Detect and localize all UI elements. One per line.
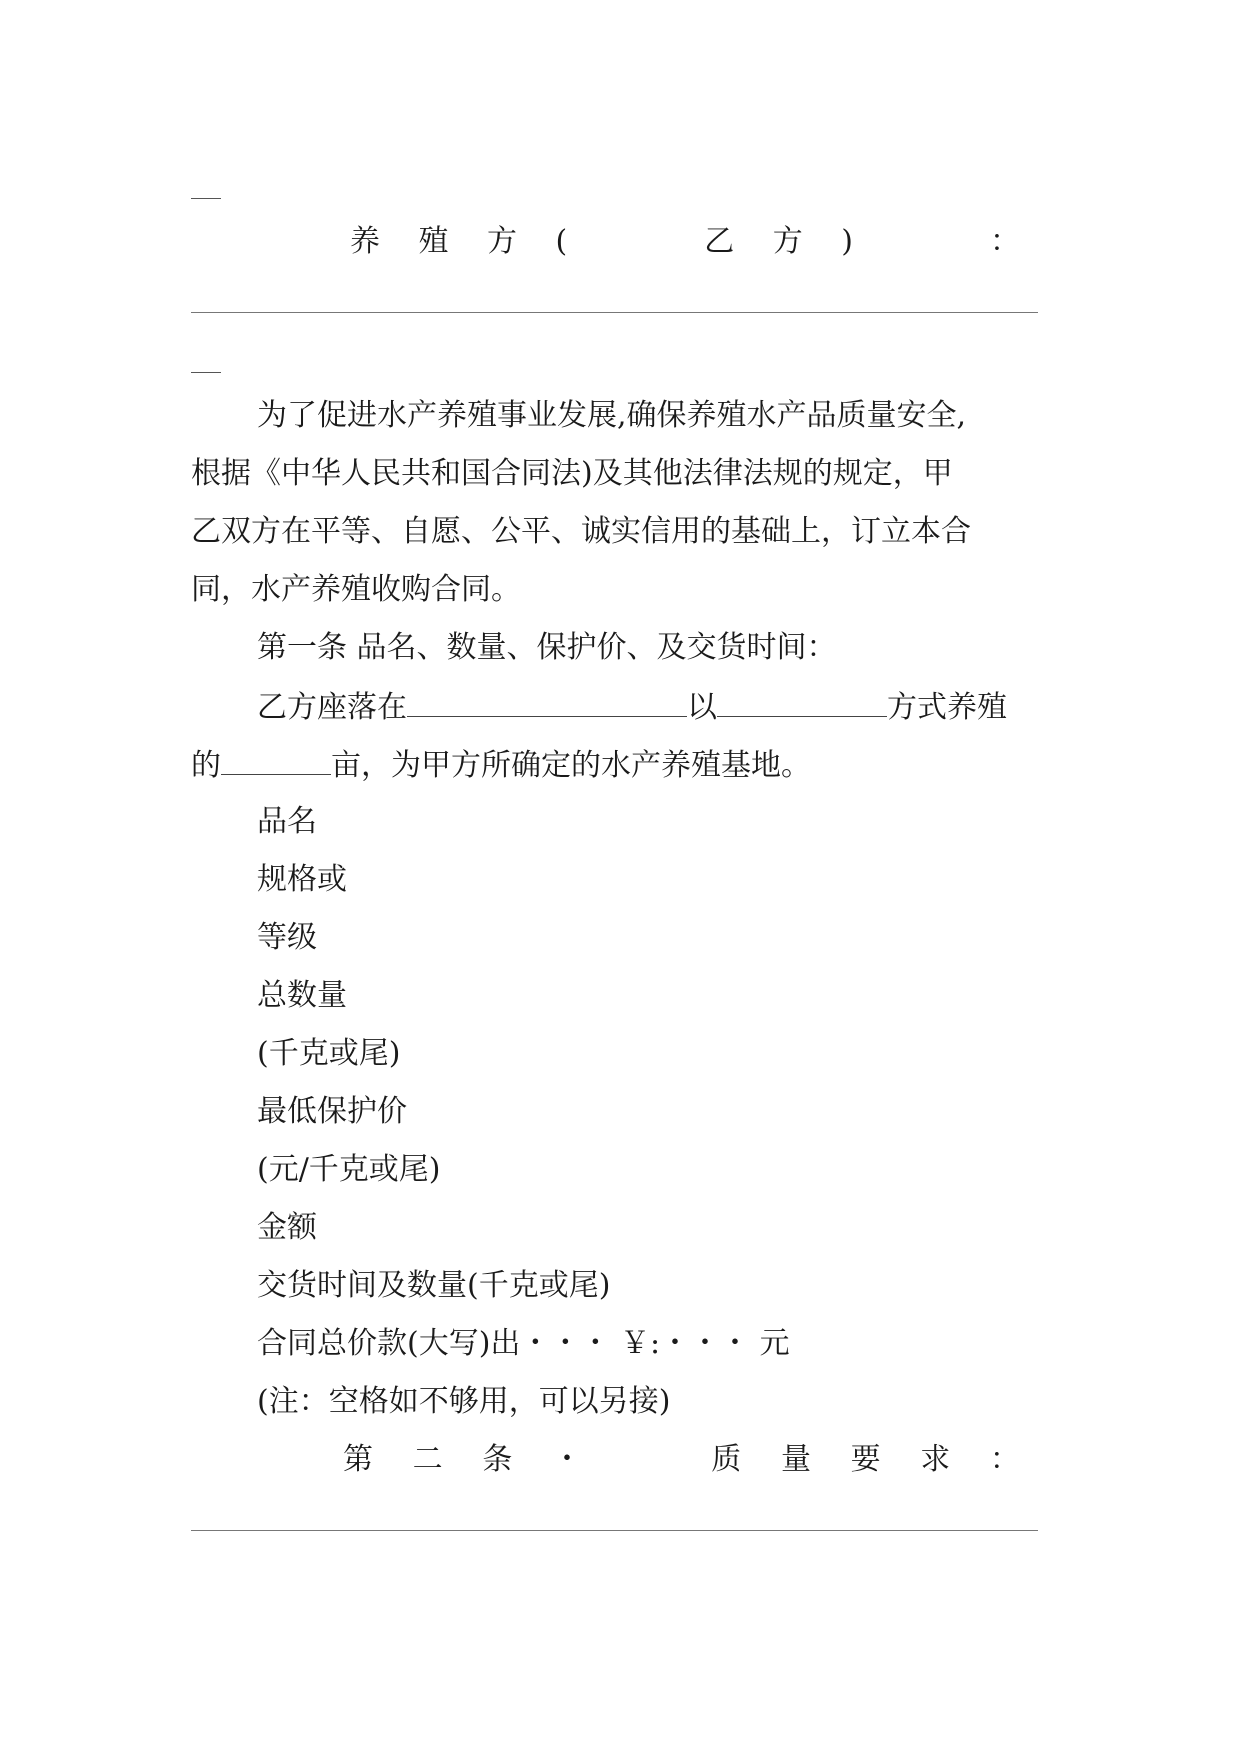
heading-char: 求: [920, 1442, 951, 1477]
area-blank: [221, 744, 331, 775]
table-item: 总数量: [257, 978, 347, 1013]
location-text: 以: [687, 690, 717, 725]
party-b-heading: [350, 222, 1020, 262]
area-text: 的: [191, 748, 221, 783]
blank-underline: [191, 372, 221, 373]
heading-char: 条: [482, 1442, 513, 1477]
blank-underline: [191, 1530, 1038, 1531]
table-item: 最低保护价: [257, 1094, 407, 1129]
area-text: 亩，为甲方所确定的水产养殖基地。: [331, 748, 811, 783]
heading-char: 养: [350, 224, 380, 259]
blank-underline: [191, 312, 1038, 313]
article2-heading: [343, 1440, 1020, 1480]
table-item: (千克或尾): [257, 1036, 401, 1071]
location-blank: [407, 686, 687, 717]
heading-char: 第: [343, 1442, 373, 1477]
table-item: 品名: [257, 804, 317, 839]
table-item: 等级: [257, 920, 317, 955]
intro-line: 同，水产养殖收购合同。: [191, 572, 521, 607]
heading-char: 殖: [418, 224, 449, 259]
heading-char: 要: [850, 1442, 881, 1477]
heading-gap: [891, 222, 951, 262]
heading-char: 方: [487, 224, 517, 259]
article1-title: 第一条 品名、数量、保护价、及交货时间：: [257, 630, 837, 665]
table-item: 规格或: [257, 862, 347, 897]
location-line: [191, 686, 1117, 728]
location-text: 方式养殖: [887, 690, 1007, 725]
heading-char: 方: [772, 224, 803, 259]
note-line: (注：空格如不够用，可以另接): [257, 1384, 671, 1419]
total-price-line: 合同总价款(大写)出・・・ ￥:・・・ 元: [257, 1326, 790, 1361]
table-item: 金额: [257, 1210, 317, 1245]
heading-gap: [622, 1440, 672, 1480]
method-blank: [717, 686, 887, 717]
blank-underline: [191, 198, 221, 199]
heading-char: 乙: [704, 224, 735, 259]
table-item: 交货时间及数量(千克或尾): [257, 1268, 611, 1303]
heading-gap: [606, 222, 666, 262]
heading-char: ): [841, 224, 853, 259]
heading-char: ：: [989, 1442, 1020, 1477]
heading-char: 量: [780, 1442, 811, 1477]
intro-line: 为了促进水产养殖事业发展,确保养殖水产品质量安全,: [257, 398, 967, 433]
intro-line: 乙双方在平等、自愿、公平、诚实信用的基础上，订立本合: [191, 514, 971, 549]
location-text: 乙方座落在: [257, 690, 407, 725]
heading-char: ：: [989, 224, 1020, 259]
heading-char: 质: [711, 1442, 742, 1477]
area-line: [191, 744, 1051, 786]
heading-char: 二: [412, 1442, 443, 1477]
heading-char: ・: [551, 1442, 582, 1477]
heading-char: (: [555, 224, 568, 259]
intro-line: 根据《中华人民共和国合同法)及其他法律法规的规定，甲: [191, 456, 953, 491]
table-item: (元/千克或尾): [257, 1152, 441, 1187]
